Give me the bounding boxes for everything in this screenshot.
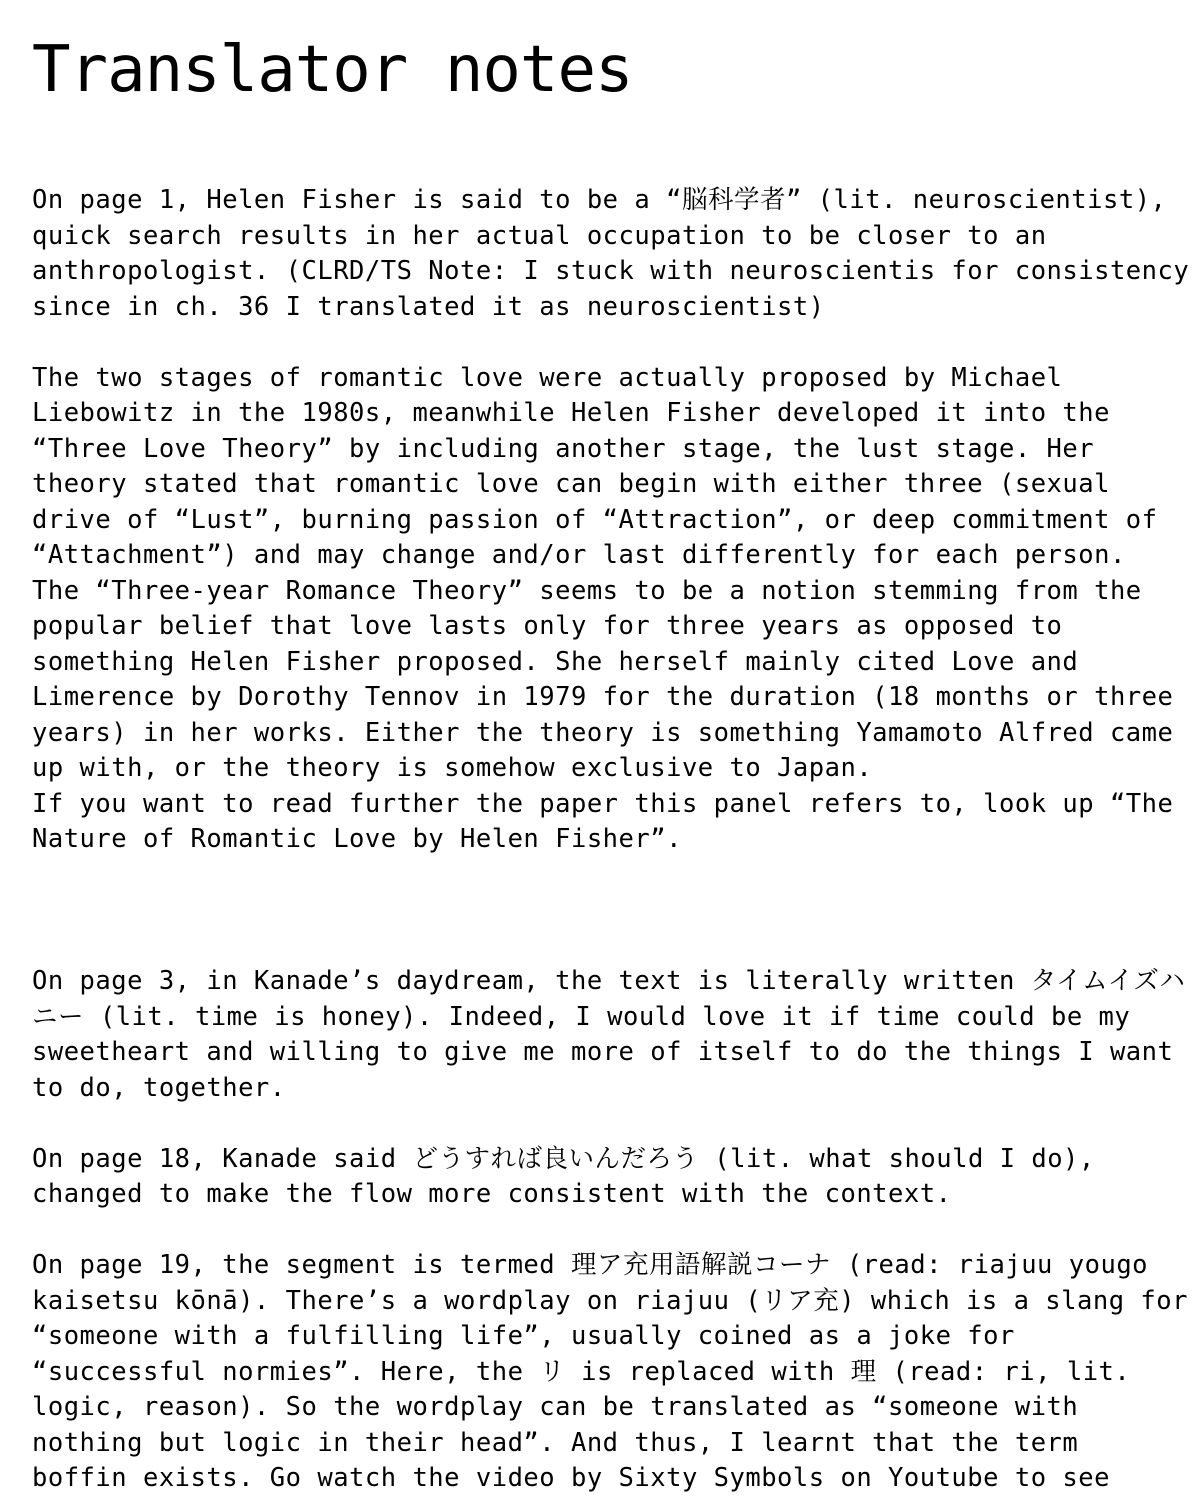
- note-line: since in ch. 36 I translated it as neuroscientist): [32, 291, 825, 322]
- note-line: Nature of Romantic Love by Helen Fisher”.: [32, 824, 682, 854]
- note-line: “successful normies”. Here, the リ is replaced with 理 (read: ri, lit.: [32, 1356, 1131, 1387]
- note-love-theory: [32, 361, 1192, 858]
- note-line: On page 3, in Kanade’s daydream, the text is literally written タイムイズハ: [32, 966, 1186, 996]
- note-line: drive of “Lust”, burning passion of “Attraction”, or deep commitment of: [32, 504, 1158, 535]
- note-line: boffin exists. Go watch the video by Sixty Symbols on Youtube to see: [32, 1463, 1110, 1493]
- note-line: theory stated that romantic love can begin with either three (sexual: [32, 469, 1110, 499]
- note-line: The “Three-year Romance Theory” seems to be a notion stemming from the: [32, 575, 1142, 606]
- note-line: The two stages of romantic love were actually proposed by Michael: [32, 362, 1063, 393]
- note-line: On page 19, the segment is termed 理ア充用語解説コーナ (read: riajuu yougo: [32, 1250, 1149, 1280]
- note-line: ニー (lit. time is honey). Indeed, I would love it if time could be my: [32, 1001, 1131, 1032]
- paragraph-spacer: [32, 325, 1192, 361]
- page-title: Translator notes: [32, 33, 633, 107]
- note-line: something Helen Fisher proposed. She herself mainly cited Love and: [32, 646, 1079, 677]
- note-line: logic, reason). So the wordplay can be translated as “someone with: [32, 1392, 1079, 1422]
- note-page-3: [32, 964, 1192, 1106]
- note-line: years) in her works. Either the theory is something Yamamoto Alfred came: [32, 717, 1174, 748]
- note-line: Liebowitz in the 1980s, meanwhile Helen Fisher developed it into the: [32, 398, 1110, 428]
- note-line: “Attachment”) and may change and/or last differently for each person.: [32, 540, 1126, 570]
- note-line: up with, or the theory is somehow exclusive to Japan.: [32, 753, 873, 783]
- note-line: “Three Love Theory” by including another stage, the lust stage. Her: [32, 433, 1095, 464]
- note-line: Limerence by Dorothy Tennov in 1979 for the duration (18 months or three: [32, 682, 1174, 712]
- note-line: changed to make the flow more consistent with the context.: [32, 1179, 952, 1209]
- note-line: “someone with a fulfilling life”, usually coined as a joke for: [32, 1321, 1015, 1351]
- note-page-1: [32, 183, 1192, 325]
- paragraph-spacer: [32, 1213, 1192, 1249]
- note-line: kaisetsu kōnā). There’s a wordplay on riajuu (リア充) which is a slang for: [32, 1285, 1188, 1316]
- paragraph-spacer: [32, 1106, 1192, 1142]
- notes-body: [32, 183, 1192, 1497]
- note-page-19: [32, 1248, 1192, 1497]
- note-line: nothing but logic in their head”. And thus, I learnt that the term: [32, 1427, 1079, 1458]
- note-line: On page 18, Kanade said どうすれば良いんだろう (lit. what should I do),: [32, 1143, 1095, 1174]
- note-line: On page 1, Helen Fisher is said to be a “脳科学者” (lit. neuroscientist),: [32, 185, 1167, 215]
- note-page-18: [32, 1142, 1192, 1213]
- note-line: quick search results in her actual occupation to be closer to an: [32, 220, 1047, 251]
- note-line: sweetheart and willing to give me more of itself to do the things I want: [32, 1037, 1174, 1067]
- note-line: to do, together.: [32, 1072, 286, 1103]
- note-line: anthropologist. (CLRD/TS Note: I stuck with neuroscientis for consistency: [32, 256, 1190, 286]
- note-line: If you want to read further the paper this panel refers to, look up “The: [32, 788, 1174, 819]
- note-line: popular belief that love lasts only for three years as opposed to: [32, 611, 1063, 641]
- section-spacer: [32, 858, 1192, 965]
